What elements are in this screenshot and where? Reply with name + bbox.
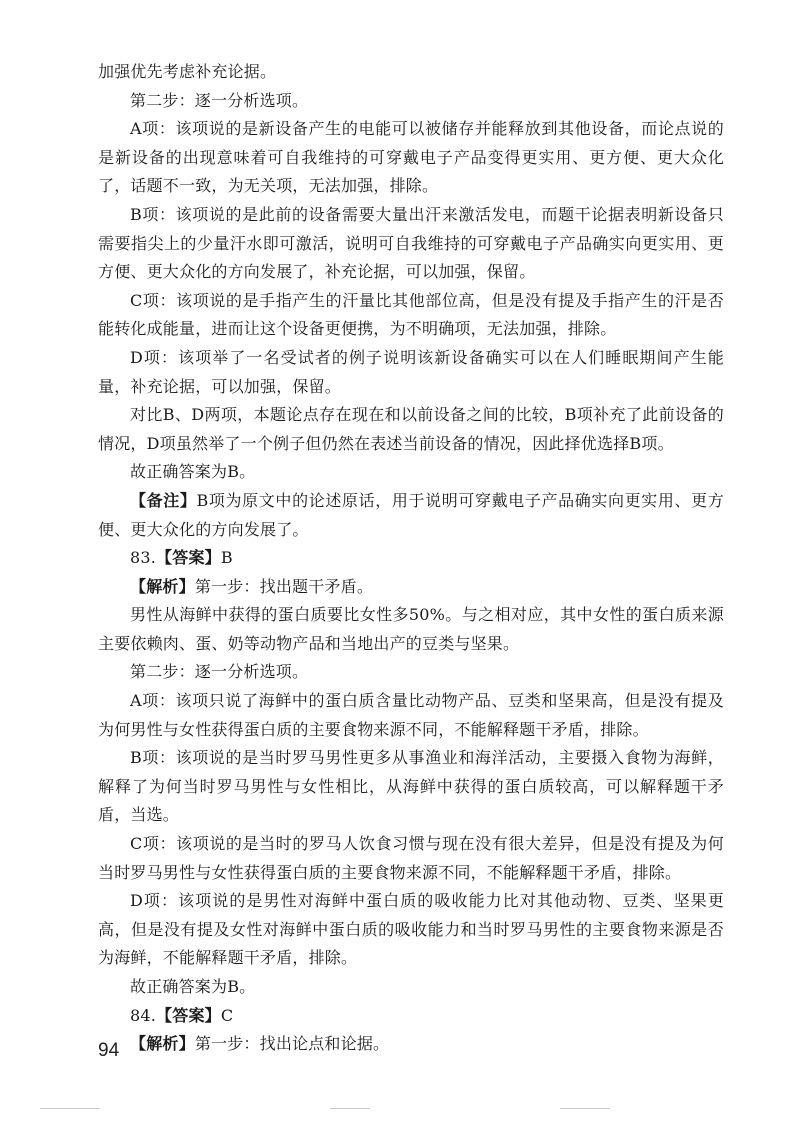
- question-83-number: 83.: [130, 548, 157, 568]
- answer-value: B: [220, 548, 233, 568]
- paragraph-step-two-b: 第二步：逐一分析选项。: [130, 662, 309, 682]
- paragraph-83-option-b: B项：该项说的是当时罗马男性更多从事渔业和海洋活动，主要摄入食物为海鲜，解释了为何当时罗马男性与女性相比，从海鲜中获得的蛋白质较高，可以解释题干矛盾，当选。: [98, 748, 724, 825]
- scan-artifact: [560, 1108, 610, 1109]
- paragraph-intro-continuation: 加强优先考虑补充论据。: [98, 62, 277, 81]
- answer-label: 【答案】: [156, 1005, 221, 1025]
- paragraph-option-b: B项：该项说的是此前的设备需要大量出汗来激活发电，而题干论据表明新设备只需要指尖上的少量汗水即可激活，说明可自我维持的可穿戴电子产品确实向更实用、更方便、更大众化的方向发展了，补充论据，可以加强，保留。: [98, 204, 724, 282]
- answer-label: 【答案】: [156, 548, 221, 568]
- paragraph-comparison: 对比B、D两项，本题论点存在现在和以前设备之间的比较，B项补充了此前设备的情况，D项虽然举了一个例子但仍然在表述当前设备的情况，因此择优选择B项。: [98, 405, 724, 453]
- question-84-number: 84.: [130, 1005, 157, 1025]
- page-number: 94: [98, 1040, 120, 1061]
- paragraph-note: [98, 487, 724, 544]
- scan-artifact: [40, 1108, 100, 1109]
- paragraph-83-correct-answer: 故正确答案为B。: [130, 977, 256, 996]
- analysis-text: 第一步：找出题干矛盾。: [194, 576, 374, 596]
- answer-value: C: [220, 1005, 234, 1025]
- paragraph-83-option-d: D项：该项说的是男性对海鲜中蛋白质的吸收能力比对其他动物、豆类、坚果更高，但是没有提及女性对海鲜中蛋白质的吸收能力和当时罗马男性的主要食物来源是否为海鲜，不能解释题干矛盾，排除。: [98, 891, 724, 968]
- answer-explanation-body: [98, 58, 724, 1059]
- question-83-analysis: [98, 573, 724, 602]
- paragraph-83-option-c: C项：该项说的是当时的罗马人饮食习惯与现在没有很大差异，但是没有提及为何当时罗马男性与女性获得蛋白质的主要食物来源不同，不能解释题干矛盾，排除。: [98, 834, 724, 882]
- analysis-text: 第一步：找出论点和论据。: [194, 1034, 390, 1054]
- paragraph-option-d: D项：该项举了一名受试者的例子说明该新设备确实可以在人们睡眠期间产生能量，补充论据，可以加强，保留。: [98, 347, 724, 396]
- question-84-analysis: [98, 1030, 724, 1059]
- note-label: 【备注】: [130, 490, 197, 510]
- analysis-label: 【解析】: [130, 1034, 195, 1054]
- paragraph-correct-answer: 故正确答案为B。: [130, 462, 256, 482]
- question-83-answer: [98, 544, 724, 573]
- paragraph-step-two: 第二步：逐一分析选项。: [130, 90, 309, 110]
- paragraph-83-option-a: A项：该项只说了海鲜中的蛋白质含量比动物产品、豆类和坚果高，但是没有提及为何男性与女性获得蛋白质的主要食物来源不同，不能解释题干矛盾，排除。: [98, 691, 724, 739]
- note-text: B项为原文中的论述原话，用于说明可穿戴电子产品确实向更实用、更方便、更大众化的方向发展了。: [98, 490, 724, 539]
- question-84-answer: [98, 1002, 724, 1031]
- paragraph-premise: 男性从海鲜中获得的蛋白质要比女性多50%。与之相对应，其中女性的蛋白质来源主要依赖肉、蛋、奶等动物产品和当地出产的豆类与坚果。: [98, 605, 724, 653]
- analysis-label: 【解析】: [130, 576, 195, 596]
- paragraph-option-a: A项：该项说的是新设备产生的电能可以被储存并能释放到其他设备，而论点说的是新设备的出现意味着可自我维持的可穿戴电子产品变得更实用、更方便、更大众化了，话题不一致，为无关项，无法加强，排除。: [98, 119, 724, 196]
- paragraph-option-c: C项：该项说的是手指产生的汗量比其他部位高，但是没有提及手指产生的汗是否能转化成能量，进而让这个设备更便携，为不明确项，无法加强，排除。: [98, 290, 724, 339]
- scan-artifact: [330, 1108, 370, 1109]
